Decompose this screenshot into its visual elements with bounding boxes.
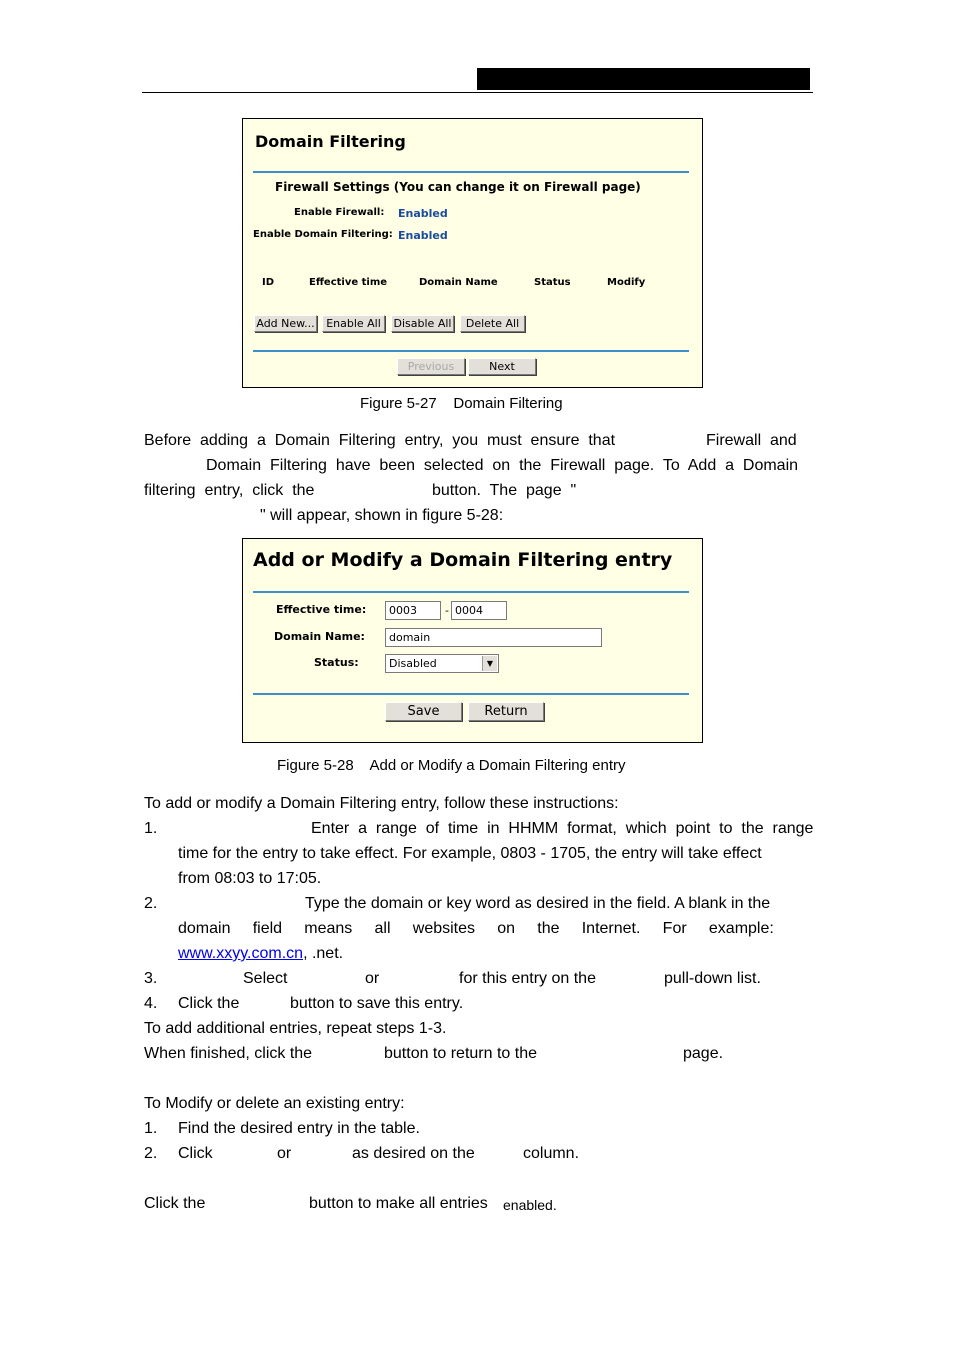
step4-number: 4. xyxy=(144,995,158,1012)
delete-all-button[interactable]: Delete All xyxy=(460,315,525,332)
add-modify-panel xyxy=(242,538,703,743)
repeat-steps: To add additional entries, repeat steps 1-3. xyxy=(144,1020,447,1037)
column-id: ID xyxy=(262,277,275,288)
modify-step2-click: Click xyxy=(178,1145,213,1162)
step1-number: 1. xyxy=(144,820,158,837)
enable-domain-filtering-value: Enabled xyxy=(398,229,448,242)
enable-domain-filtering-label: Enable Domain Filtering: xyxy=(253,229,393,240)
example-link[interactable]: www.xxyy.com.cn xyxy=(178,945,304,962)
step1-line2: time for the entry to take effect. For example, 0803 - 1705, the entry will take effect xyxy=(178,845,762,862)
step4-rest: button to save this entry. xyxy=(290,995,464,1012)
para1-line3a: filtering entry, click the xyxy=(144,482,315,499)
modify-step1-number: 1. xyxy=(144,1120,158,1137)
bottom-rule xyxy=(253,693,689,695)
column-domain-name: Domain Name xyxy=(419,277,498,288)
modify-step2-number: 2. xyxy=(144,1145,158,1162)
column-effective-time: Effective time xyxy=(309,277,388,288)
step3-pulldown: pull-down list. xyxy=(664,970,761,987)
figure-28-caption: Figure 5-28 Add or Modify a Domain Filtering entry xyxy=(277,757,626,774)
modify-step1: Find the desired entry in the table. xyxy=(178,1120,420,1137)
bottom-rule xyxy=(253,350,689,352)
status-selected-value: Disabled xyxy=(389,657,437,670)
title-rule xyxy=(253,591,689,593)
previous-button[interactable]: Previous xyxy=(397,358,465,375)
time-end-input[interactable]: 0004 xyxy=(451,601,507,620)
panel-title: Add or Modify a Domain Filtering entry xyxy=(253,549,673,571)
status-label: Status: xyxy=(314,656,359,669)
step3-select: Select xyxy=(243,970,288,987)
firewall-settings-heading: Firewall Settings (You can change it on Firewall page) xyxy=(275,180,641,194)
return-button[interactable]: Return xyxy=(468,702,544,721)
add-new-button[interactable]: Add New... xyxy=(254,315,317,332)
finished-b: button to return to the xyxy=(384,1045,537,1062)
finished-c: page. xyxy=(683,1045,724,1062)
modify-step2-or: or xyxy=(277,1145,292,1162)
domain-name-label: Domain Name: xyxy=(274,630,365,643)
effective-time-label: Effective time: xyxy=(276,603,367,616)
column-status: Status xyxy=(534,277,571,288)
domain-filtering-panel xyxy=(242,118,703,388)
finished-a: When finished, click the xyxy=(144,1045,313,1062)
figure-27-caption: Figure 5-27 Domain Filtering xyxy=(360,395,563,412)
disable-all-button[interactable]: Disable All xyxy=(391,315,454,332)
para1-line3b: button. The page " xyxy=(432,482,577,499)
step2-line1: Type the domain or key word as desired in the field. A blank in the xyxy=(305,895,771,912)
status-select[interactable] xyxy=(385,654,499,673)
domain-name-input[interactable]: domain xyxy=(385,628,602,647)
para1-line1a: Before adding a Domain Filtering entry, you must ensure that xyxy=(144,432,616,449)
header-bar xyxy=(477,68,810,90)
next-button[interactable]: Next xyxy=(468,358,536,375)
step4-click: Click the xyxy=(178,995,240,1012)
para1-line2: Domain Filtering have been selected on the Firewall page. To Add a Domain xyxy=(206,457,799,474)
enable-firewall-label: Enable Firewall: xyxy=(294,207,385,218)
save-button[interactable]: Save xyxy=(385,702,462,721)
header-rule xyxy=(142,92,813,93)
step3-number: 3. xyxy=(144,970,158,987)
step3-or: or xyxy=(365,970,380,987)
panel-title: Domain Filtering xyxy=(255,132,406,151)
step2-line3-rest: , .net. xyxy=(303,945,344,962)
enable-all-button[interactable]: Enable All xyxy=(322,315,385,332)
step1-line1: Enter a range of time in HHMM format, which point to the range xyxy=(311,820,814,837)
last-rest: button to make all entries xyxy=(309,1195,488,1212)
last-enabled: enabled. xyxy=(503,1197,557,1213)
chevron-down-icon[interactable]: ▼ xyxy=(482,656,497,671)
step2-line2: domain field means all websites on the Internet. For example: xyxy=(178,920,774,937)
modify-step2-column: column. xyxy=(523,1145,580,1162)
time-separator: - xyxy=(445,604,449,617)
title-rule xyxy=(253,171,689,173)
step2-line3 xyxy=(178,945,343,963)
column-modify: Modify xyxy=(607,277,646,288)
step3-for: for this entry on the xyxy=(459,970,596,987)
para1-line1b: Firewall and xyxy=(706,432,797,449)
step2-number: 2. xyxy=(144,895,158,912)
step1-line3: from 08:03 to 17:05. xyxy=(178,870,322,887)
instructions-intro: To add or modify a Domain Filtering entry, follow these instructions: xyxy=(144,795,619,812)
modify-intro: To Modify or delete an existing entry: xyxy=(144,1095,405,1112)
enable-firewall-value: Enabled xyxy=(398,207,448,220)
time-start-input[interactable]: 0003 xyxy=(385,601,441,620)
para1-line4: " will appear, shown in figure 5-28: xyxy=(260,507,504,524)
last-click: Click the xyxy=(144,1195,206,1212)
modify-step2-as: as desired on the xyxy=(352,1145,475,1162)
